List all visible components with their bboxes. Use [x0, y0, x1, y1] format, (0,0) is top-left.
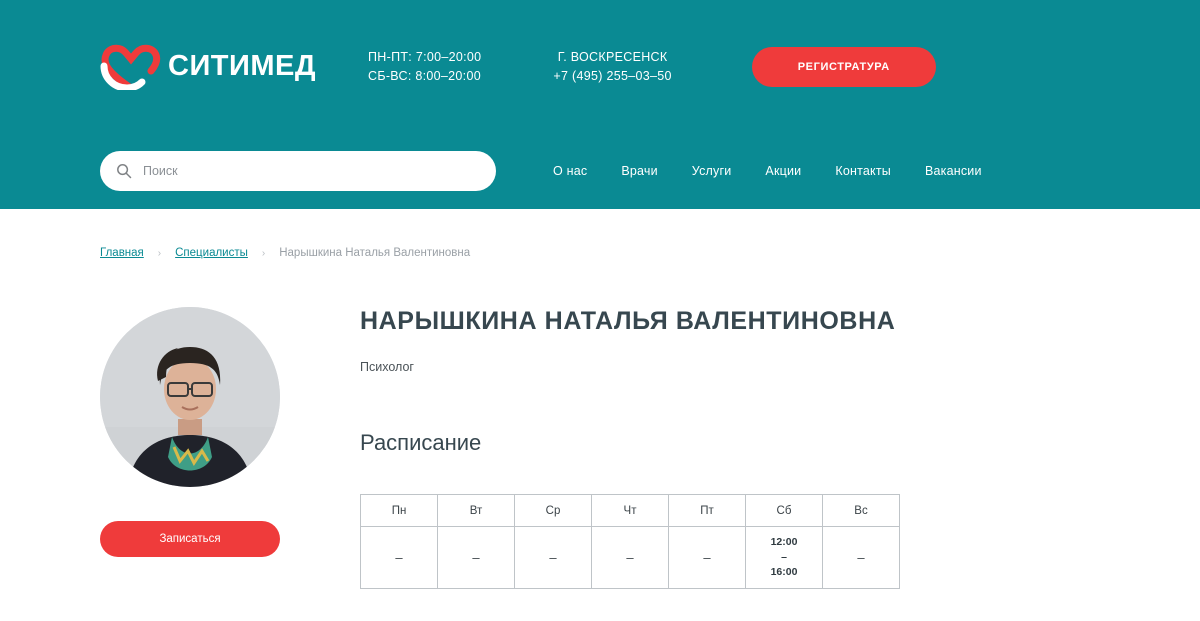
heart-icon — [100, 44, 162, 90]
nav-item-vacancies[interactable]: Вакансии — [924, 164, 982, 178]
table-row — [361, 527, 900, 589]
table-header-cell: Пт — [669, 495, 746, 527]
schedule-cell-thu: – — [592, 527, 669, 589]
logo-text: СИТИМЕД — [168, 50, 317, 82]
nav-item-doctors[interactable]: Врачи — [621, 164, 658, 178]
shift-separator: – — [781, 551, 787, 563]
table-header-cell: Вт — [438, 495, 515, 527]
hours-weekdays: ПН-ПТ: 7:00–20:00 — [368, 49, 482, 64]
city-label: Г. ВОСКРЕСЕНСК — [557, 49, 668, 64]
site-header — [0, 0, 1200, 209]
page-title: НАРЫШКИНА НАТАЛЬЯ ВАЛЕНТИНОВНА — [360, 307, 896, 335]
nav-item-about[interactable]: О нас — [553, 164, 588, 178]
search-input[interactable] — [141, 163, 471, 179]
schedule-cell-mon: – — [361, 527, 438, 589]
table-header-cell: Ср — [515, 495, 592, 527]
nav-item-contacts[interactable]: Контакты — [835, 164, 891, 178]
site-logo[interactable] — [100, 37, 330, 97]
header-top-row — [0, 0, 1200, 133]
schedule-cell-sat — [746, 527, 823, 589]
breadcrumb — [0, 209, 1200, 259]
phone-number[interactable]: +7 (495) 255–03–50 — [553, 68, 672, 83]
table-header-cell: Пн — [361, 495, 438, 527]
shift-start: 12:00 — [770, 536, 798, 548]
hours-weekend: СБ-ВС: 8:00–20:00 — [368, 68, 481, 83]
breadcrumb-home[interactable]: Главная — [100, 247, 144, 259]
header-bottom-row — [0, 133, 1200, 209]
breadcrumb-current: Нарышкина Наталья Валентиновна — [279, 247, 471, 259]
schedule-cell-sun: – — [823, 527, 900, 589]
schedule-cell-fri: – — [669, 527, 746, 589]
registration-button[interactable]: РЕГИСТРАТУРА — [752, 47, 936, 87]
schedule-table — [360, 494, 900, 589]
doctor-specialty: Психолог — [360, 360, 414, 374]
chevron-right-icon: › — [157, 247, 162, 259]
table-header-cell: Сб — [746, 495, 823, 527]
avatar — [100, 307, 280, 487]
shift-end: 16:00 — [770, 566, 798, 578]
table-header-row — [361, 495, 900, 527]
search-box[interactable] — [100, 151, 496, 191]
working-hours — [368, 48, 481, 86]
profile-right-column — [360, 307, 900, 589]
profile-left-column — [100, 307, 360, 589]
nav-item-promos[interactable]: Акции — [765, 164, 802, 178]
table-header-cell: Чт — [592, 495, 669, 527]
chevron-right-icon: › — [261, 247, 266, 259]
schedule-cell-tue: – — [438, 527, 515, 589]
table-header-cell: Вс — [823, 495, 900, 527]
doctor-profile — [0, 259, 1200, 589]
breadcrumb-specialists[interactable]: Специалисты — [175, 247, 248, 259]
search-icon — [116, 163, 132, 179]
main-nav — [553, 164, 982, 178]
schedule-title: Расписание — [360, 430, 482, 455]
schedule-cell-wed: – — [515, 527, 592, 589]
contacts-block — [553, 48, 671, 86]
appointment-button[interactable]: Записаться — [100, 521, 280, 557]
nav-item-services[interactable]: Услуги — [691, 164, 732, 178]
